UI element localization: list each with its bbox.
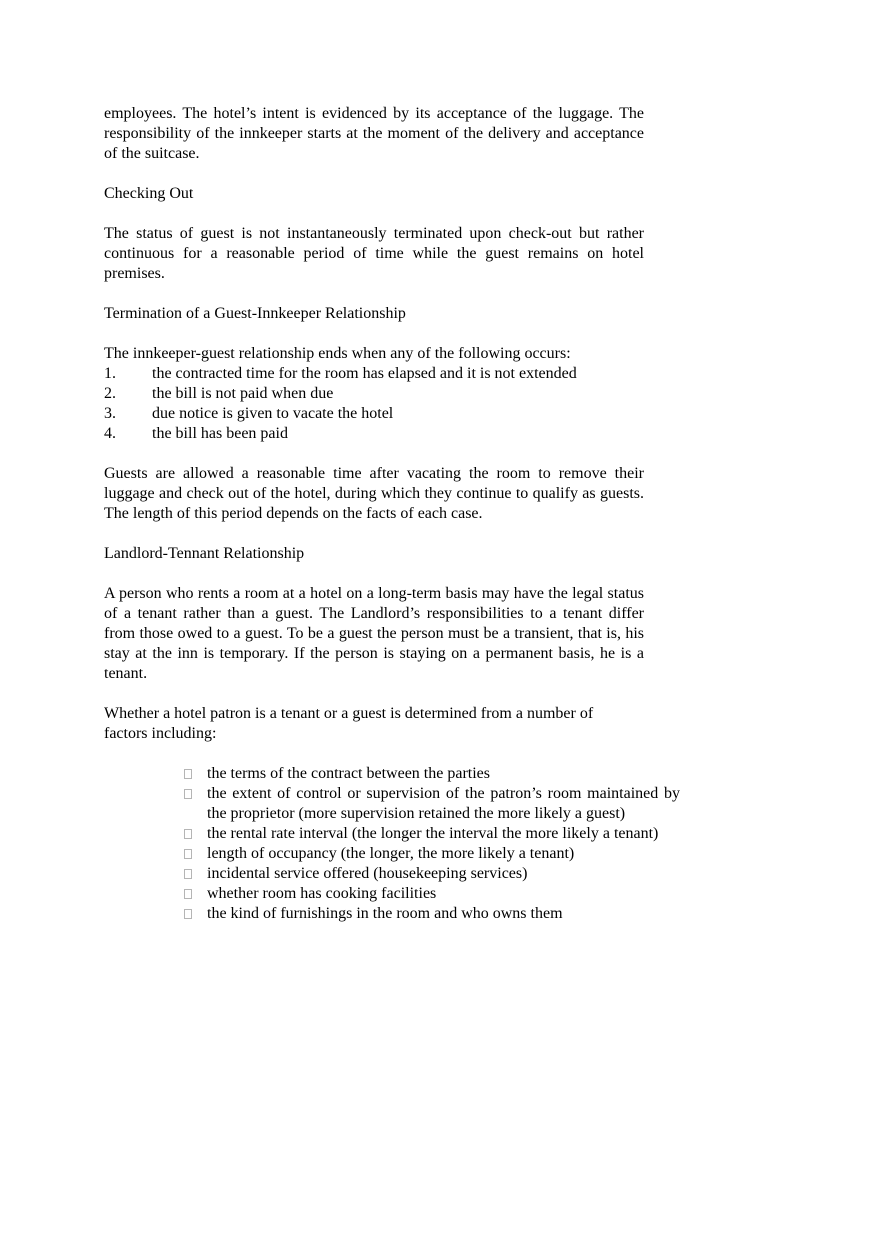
document-page xyxy=(104,104,680,922)
list-text: the bill has been paid xyxy=(152,425,288,442)
square-bullet-icon xyxy=(184,829,192,839)
list-item xyxy=(184,844,680,864)
landlord-heading: Landlord-Tennant Relationship xyxy=(104,545,305,562)
factor-text: length of occupancy (the longer, the more likely a tenant) xyxy=(207,845,575,862)
list-item xyxy=(184,904,680,924)
checking-out-paragraph: The status of guest is not instantaneously terminated upon check-out but rather continuous for a reasonable period of time while the guest remains on hotel premises. xyxy=(104,225,644,282)
landlord-paragraph: A person who rents a room at a hotel on a long-term basis may have the legal status of a tenant rather than a guest. The Landlord’s responsibilities to a tenant differ from those owed to a guest. To be a guest the person must be a transient, that is, his stay at the inn is temporary. If the person is staying on a permanent basis, he is a tenant. xyxy=(104,585,644,682)
factors-list xyxy=(184,764,680,924)
list-item xyxy=(184,824,680,844)
list-number: 3. xyxy=(104,405,116,422)
square-bullet-icon xyxy=(184,789,192,799)
list-item xyxy=(104,404,644,424)
factor-text: the kind of furnishings in the room and who owns them xyxy=(207,905,563,922)
square-bullet-icon xyxy=(184,869,192,879)
factor-text: the terms of the contract between the parties xyxy=(207,765,490,782)
factors-lead: Whether a hotel patron is a tenant or a guest is determined from a number of factors including: xyxy=(104,705,594,742)
termination-after-paragraph: Guests are allowed a reasonable time after vacating the room to remove their luggage and check out of the hotel, during which they continue to qualify as guests. The length of this period depends on the facts of each case. xyxy=(104,465,644,522)
termination-heading: Termination of a Guest-Innkeeper Relationship xyxy=(104,305,406,322)
square-bullet-icon xyxy=(184,769,192,779)
termination-lead: The innkeeper-guest relationship ends when any of the following occurs: xyxy=(104,345,571,362)
square-bullet-icon xyxy=(184,849,192,859)
list-item xyxy=(104,424,644,444)
list-text: the bill is not paid when due xyxy=(152,385,334,402)
list-text: the contracted time for the room has elapsed and it is not extended xyxy=(152,365,577,382)
list-text: due notice is given to vacate the hotel xyxy=(152,405,394,422)
factor-text: incidental service offered (housekeeping services) xyxy=(207,865,528,882)
list-item xyxy=(184,884,680,904)
square-bullet-icon xyxy=(184,909,192,919)
checking-out-heading: Checking Out xyxy=(104,185,194,202)
list-number: 4. xyxy=(104,425,116,442)
list-item xyxy=(104,384,644,404)
list-item xyxy=(184,764,680,784)
factor-text: whether room has cooking facilities xyxy=(207,885,437,902)
list-number: 2. xyxy=(104,385,116,402)
square-bullet-icon xyxy=(184,889,192,899)
termination-list xyxy=(104,364,644,444)
intro-paragraph: employees. The hotel’s intent is evidenced by its acceptance of the luggage. The responsibility of the innkeeper starts at the moment of the delivery and acceptance of the suitcase. xyxy=(104,105,644,162)
list-item xyxy=(184,864,680,884)
list-number: 1. xyxy=(104,365,116,382)
factor-text: the rental rate interval (the longer the interval the more likely a tenant) xyxy=(207,825,659,842)
list-item xyxy=(104,364,644,384)
list-item xyxy=(184,784,680,824)
factor-text: the extent of control or supervision of the patron’s room maintained by the proprietor (more supervision retained the more likely a guest) xyxy=(207,785,680,822)
